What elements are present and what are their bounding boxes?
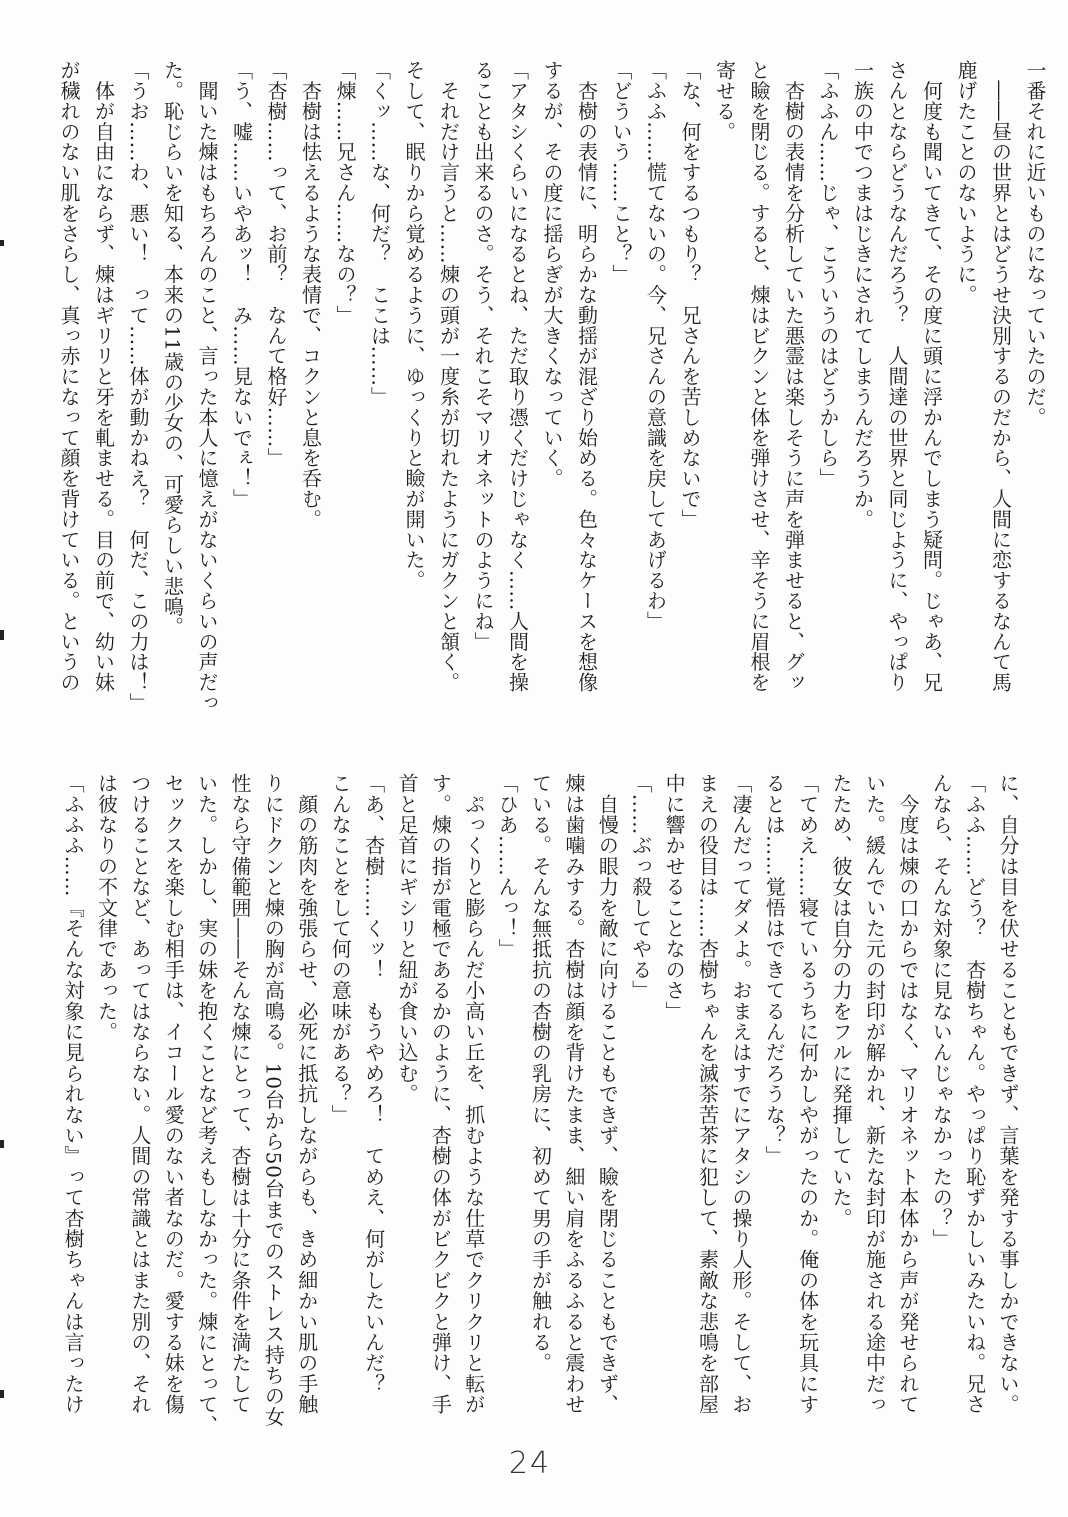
text-column: 「ひあ……んっ！」 bbox=[495, 773, 520, 960]
text-column: さんとならどうなんだろう？ 人間達の世界と同じように、やっぱり bbox=[885, 60, 909, 693]
text-column: たため、彼女は自分の力をフルに発揮していた。 bbox=[829, 773, 854, 1229]
text-column: に、自分は目を伏せることもできず、言葉を発する事しかできない。 bbox=[996, 773, 1020, 1415]
upper-text-block bbox=[52, 60, 1053, 720]
text-column: 煉は歯噛みする。杏樹は顔を背けたまま、細い肩をふるふると震わせ bbox=[561, 773, 586, 1415]
text-column: いた。しかし、実の妹を抱くことなど考えもしなかった。煉にとって、 bbox=[194, 773, 219, 1436]
text-column: 「……ぶっ殺してやる」 bbox=[628, 773, 653, 1001]
text-column: 一族の中でつまはじきにされてしまうんだろうか。 bbox=[850, 60, 875, 530]
text-column: 「アタシくらいになるとね、ただ取り憑くだけじゃなく……人間を操 bbox=[505, 60, 530, 693]
text-column: 「な、何をするつもり？ 兄さんを苦しめないで」 bbox=[678, 60, 702, 530]
text-column: ――昼の世界とはどうせ決別するのだから、人間に恋するなんて馬 bbox=[988, 60, 1013, 693]
text-column: 「あ、杏樹……くッ！ もうやめろ！ てめえ、何がしたいんだ？ bbox=[361, 773, 386, 1394]
text-column: 「くッ……な、何だ？ ここは……」 bbox=[367, 60, 392, 407]
text-column: セックスを楽しむ相手は、イコール愛のない者なのだ。愛する妹を傷 bbox=[161, 773, 186, 1415]
text-column: するが、その度に揺らぎが大きくなっていく。 bbox=[540, 60, 564, 489]
text-column: いた。緩んでいた元の封印が解かれ、新たな封印が施される途中だっ bbox=[862, 773, 887, 1415]
text-column: と瞼を閉じる。すると、煉はビクンと体を弾けさせ、辛そうに眉根を bbox=[747, 60, 771, 693]
binding-mark bbox=[0, 1390, 4, 1398]
page-number: 24 bbox=[508, 1446, 552, 1481]
text-column: 今度は煉の口からではなく、マリオネット本体から声が発せられて bbox=[895, 773, 920, 1415]
text-column: んなら、そんな対象に見ないんじゃなかったの？」 bbox=[929, 773, 954, 1250]
binding-mark bbox=[0, 240, 4, 246]
binding-mark bbox=[0, 630, 4, 640]
binding-mark bbox=[0, 1140, 4, 1148]
text-column: 顔の筋肉を強張らせ、必死に抵抗しながらも、きめ細かい肌の手触 bbox=[294, 773, 319, 1415]
text-column: 何度も聞いてきて、その度に頭に浮かんでしまう疑問。じゃあ、兄 bbox=[919, 60, 944, 693]
text-column: こんなことをして何の意味がある？」 bbox=[328, 773, 353, 1125]
text-column: た。恥じらいを知る、本来の11歳の少女の、可愛らしい悲鳴。 bbox=[160, 60, 185, 638]
text-column: 中に響かせることなのさ」 bbox=[662, 773, 687, 1022]
text-column: 首と足首にギシリと紐が食い込む。 bbox=[394, 773, 419, 1105]
lower-text-block bbox=[56, 773, 1024, 1453]
text-column: 杏樹の表情を分析していた悪霊は楽しそうに声を弾ませると、グッ bbox=[781, 60, 806, 693]
text-column: す。煉の指が電極であるかのように、杏樹の体がビクビクと弾け、手 bbox=[428, 773, 453, 1415]
text-column: 「凄んだってダメよ。おまえはすでにアタシの操り人形。そして、お bbox=[728, 773, 753, 1415]
text-column: が穢れのない肌をさらし、真っ赤になって顔を背けている。というの bbox=[57, 60, 81, 693]
text-column: ている。そんな無抵抗の杏樹の乳房に、初めて男の手が触れる。 bbox=[528, 773, 553, 1374]
text-column: 「う、嘘……いやあッ！ み……見ないでぇ！」 bbox=[229, 60, 254, 509]
text-column: 聞いた煉はもちろんのこと、言った本人に憶えがないくらいの声だっ bbox=[195, 60, 219, 713]
text-column: 「ふふん……じゃ、こういうのはどうかしら」 bbox=[816, 60, 840, 489]
text-column: ることも出来るのさ。そう、それこそマリオネットのようにね」 bbox=[471, 60, 495, 652]
text-column: 杏樹は怯えるような表情で、コクンと息を呑む。 bbox=[298, 60, 323, 530]
text-column: 「ふふ……慌てないの。今、兄さんの意識を戻してあげるわ」 bbox=[643, 60, 668, 632]
text-column: ぷっくりと膨らんだ小高い丘を、抓むような仕草でクリクリと転が bbox=[461, 773, 486, 1415]
text-column: まえの役目は……杏樹ちゃんを滅茶苦茶に犯して、素敵な悲鳴を部屋 bbox=[695, 773, 720, 1415]
text-column: それだけ言うと……煉の頭が一度糸が切れたようにガクンと頷く。 bbox=[436, 60, 461, 693]
text-column: 「ふふふ……『そんな対象に見られない』って杏樹ちゃんは言ったけ bbox=[61, 773, 86, 1415]
text-column: 寄せる。 bbox=[712, 60, 737, 142]
text-column: りにドクンと煉の胸が高鳴る。10台から50台までのストレス持ちの女 bbox=[261, 773, 286, 1427]
text-column: 自慢の眼力を敵に向けることもできず、瞼を閉じることもできず、 bbox=[595, 773, 620, 1415]
text-column: 「杏樹……って、お前？ なんて格好……」 bbox=[264, 60, 288, 468]
text-column: は彼なりの不文律であった。 bbox=[94, 773, 119, 1043]
text-column: 「どういう……こと？」 bbox=[609, 60, 633, 285]
text-column: 鹿げたことのないように。 bbox=[954, 60, 978, 305]
text-column: 「ふふ……どう？ 杏樹ちゃん。やっぱり恥ずかしいみたいね。兄さ bbox=[962, 773, 987, 1415]
text-column: 一番それに近いものになっていたのだ。 bbox=[1023, 60, 1047, 428]
text-column: 「煉……兄さん……なの？」 bbox=[333, 60, 357, 326]
text-column: 体が自由にならず、煉はギリリと牙を軋ませる。目の前で、幼い妹 bbox=[91, 60, 116, 693]
text-column: 性なら守備範囲――そんな煉にとって、杏樹は十分に条件を満たして bbox=[228, 773, 253, 1415]
text-column: るとは……覚悟はできてるんだろうな？」 bbox=[762, 773, 787, 1167]
text-column: つけることなど、あってはならない。人間の常識とはまた別の、それ bbox=[127, 773, 152, 1415]
text-column: そして、眠りから覚めるように、ゆっくりと瞼が開いた。 bbox=[402, 60, 426, 591]
text-column: 「てめえ……寝ているうちに何かしやがったのか。俺の体を玩具にす bbox=[795, 773, 820, 1415]
text-column: 「うお……わ、悪い！ って……体が動かねえ？ 何だ、この力は！」 bbox=[126, 60, 150, 713]
text-column: 杏樹の表情に、明らかな動揺が混ざり始める。色々なケースを想像 bbox=[574, 60, 599, 693]
